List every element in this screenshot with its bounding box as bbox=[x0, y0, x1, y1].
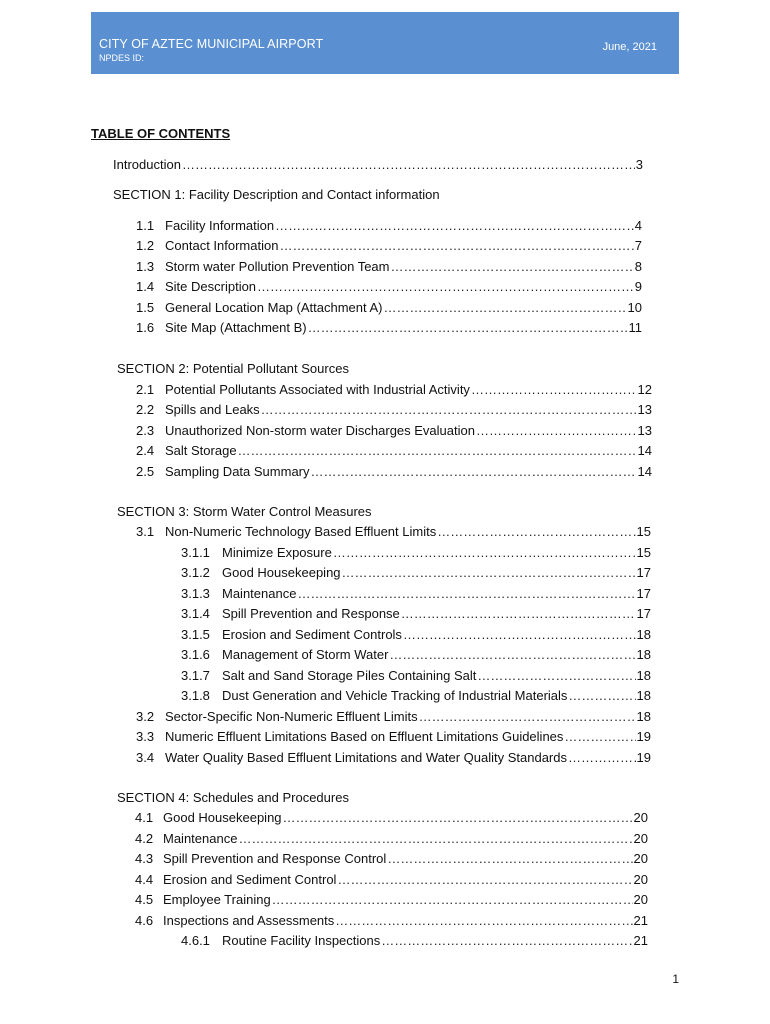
toc-entry-1-2[interactable] bbox=[136, 238, 642, 254]
toc-entry-number: 3.1.8 bbox=[181, 688, 210, 703]
toc-entry-page: 19 bbox=[636, 729, 651, 744]
toc-leader-dots bbox=[390, 259, 633, 275]
toc-entry-page: 13 bbox=[637, 402, 652, 417]
toc-entry-page: 20 bbox=[633, 810, 648, 825]
toc-section-3[interactable]: SECTION 3: Storm Water Control Measures bbox=[117, 504, 372, 519]
toc-entry-number: 3.1.1 bbox=[181, 545, 210, 560]
toc-entry-2-5[interactable] bbox=[136, 464, 652, 480]
toc-leader-dots bbox=[387, 851, 632, 867]
toc-entry-3-3[interactable] bbox=[136, 729, 651, 745]
toc-entry-page: 20 bbox=[633, 892, 648, 907]
toc-leader-dots bbox=[471, 382, 637, 398]
toc-section-4[interactable]: SECTION 4: Schedules and Procedures bbox=[117, 790, 349, 805]
toc-entry-label: Spills and Leaks bbox=[165, 402, 260, 417]
toc-entry-3-1[interactable] bbox=[136, 524, 651, 540]
toc-entry-label: Sector-Specific Non-Numeric Effluent Limits bbox=[165, 709, 418, 724]
toc-entry-number: 2.1 bbox=[136, 382, 155, 397]
toc-leader-dots bbox=[476, 423, 637, 439]
toc-entry-page: 18 bbox=[636, 627, 651, 642]
toc-entry-page: 7 bbox=[634, 238, 642, 253]
toc-entry-page: 20 bbox=[633, 872, 648, 887]
toc-entry-label: Salt and Sand Storage Piles Containing Salt bbox=[222, 668, 477, 683]
toc-entry-number: 1.2 bbox=[136, 238, 155, 253]
toc-entry-page: 9 bbox=[634, 279, 642, 294]
toc-entry-3-1-1[interactable] bbox=[181, 545, 651, 561]
toc-entry-number: 1.1 bbox=[136, 218, 155, 233]
toc-leader-dots bbox=[261, 402, 637, 418]
toc-entry-3-1-7[interactable] bbox=[181, 668, 651, 684]
toc-entry-number: 4.6 bbox=[135, 913, 154, 928]
toc-leader-dots bbox=[403, 627, 636, 643]
toc-section-2[interactable]: SECTION 2: Potential Pollutant Sources bbox=[117, 361, 349, 376]
toc-entry-page: 17 bbox=[636, 565, 651, 580]
toc-leader-dots bbox=[477, 668, 635, 684]
toc-entry-3-1-4[interactable] bbox=[181, 606, 651, 622]
toc-leader-dots bbox=[238, 831, 632, 847]
page-number: 1 bbox=[672, 972, 679, 986]
toc-entry-1-1[interactable] bbox=[136, 218, 642, 234]
toc-leader-dots bbox=[342, 565, 636, 581]
toc-entry-number: 4.5 bbox=[135, 892, 154, 907]
toc-entry-4-4[interactable] bbox=[135, 872, 648, 888]
toc-leader-dots bbox=[384, 300, 627, 316]
toc-entry-number: 3.1.7 bbox=[181, 668, 210, 683]
toc-entry-introduction[interactable] bbox=[113, 157, 643, 173]
toc-entry-label: Good Housekeeping bbox=[163, 810, 282, 825]
toc-entry-number: 1.3 bbox=[136, 259, 155, 274]
toc-leader-dots bbox=[283, 810, 633, 826]
toc-entry-4-2[interactable] bbox=[135, 831, 648, 847]
toc-entry-2-3[interactable] bbox=[136, 423, 652, 439]
toc-entry-3-4[interactable] bbox=[136, 750, 651, 766]
toc-entry-label: Salt Storage bbox=[165, 443, 237, 458]
toc-entry-number: 3.2 bbox=[136, 709, 155, 724]
toc-entry-label: Spill Prevention and Response bbox=[222, 606, 400, 621]
toc-entry-page: 20 bbox=[633, 831, 648, 846]
toc-entry-page: 14 bbox=[637, 464, 652, 479]
toc-leader-dots bbox=[401, 606, 636, 622]
toc-entry-label: Numeric Effluent Limitations Based on Effluent Limitations Guidelines bbox=[165, 729, 564, 744]
toc-leader-dots bbox=[389, 647, 635, 663]
toc-leader-dots bbox=[333, 545, 636, 561]
toc-entry-page: 15 bbox=[636, 524, 651, 539]
toc-entry-page: 20 bbox=[633, 851, 648, 866]
toc-entry-label: Contact Information bbox=[165, 238, 279, 253]
toc-entry-2-2[interactable] bbox=[136, 402, 652, 418]
toc-entry-1-4[interactable] bbox=[136, 279, 642, 295]
toc-entry-page: 18 bbox=[636, 688, 651, 703]
toc-entry-page: 3 bbox=[635, 157, 643, 172]
toc-entry-number: 3.1.6 bbox=[181, 647, 210, 662]
toc-entry-page: 15 bbox=[636, 545, 651, 560]
toc-section-1[interactable]: SECTION 1: Facility Description and Contact information bbox=[113, 187, 440, 202]
toc-entry-number: 3.1.3 bbox=[181, 586, 210, 601]
toc-entry-label: Erosion and Sediment Controls bbox=[222, 627, 402, 642]
toc-entry-page: 12 bbox=[637, 382, 652, 397]
toc-entry-page: 10 bbox=[627, 300, 642, 315]
toc-entry-label: Introduction bbox=[113, 157, 181, 172]
toc-entry-number: 2.3 bbox=[136, 423, 155, 438]
toc-entry-label: Storm water Pollution Prevention Team bbox=[165, 259, 390, 274]
toc-entry-label: Unauthorized Non-storm water Discharges Evaluation bbox=[165, 423, 475, 438]
toc-entry-number: 1.5 bbox=[136, 300, 155, 315]
toc-leader-dots bbox=[568, 688, 635, 704]
toc-entry-label: Management of Storm Water bbox=[222, 647, 389, 662]
toc-leader-dots bbox=[419, 709, 636, 725]
toc-entry-number: 4.4 bbox=[135, 872, 154, 887]
toc-entry-4-6-1[interactable] bbox=[181, 933, 648, 949]
toc-entry-number: 3.3 bbox=[136, 729, 155, 744]
toc-entry-page: 8 bbox=[634, 259, 642, 274]
toc-leader-dots bbox=[337, 872, 632, 888]
toc-leader-dots bbox=[182, 157, 635, 173]
toc-leader-dots bbox=[311, 464, 637, 480]
toc-entry-page: 14 bbox=[637, 443, 652, 458]
toc-leader-dots bbox=[297, 586, 635, 602]
toc-entry-number: 1.6 bbox=[136, 320, 155, 335]
toc-entry-page: 4 bbox=[634, 218, 642, 233]
toc-entry-number: 3.1.5 bbox=[181, 627, 210, 642]
toc-entry-label: Dust Generation and Vehicle Tracking of Industrial Materials bbox=[222, 688, 568, 703]
toc-entry-page: 17 bbox=[636, 606, 651, 621]
toc-leader-dots bbox=[275, 218, 634, 234]
toc-entry-label: Non-Numeric Technology Based Effluent Limits bbox=[165, 524, 437, 539]
toc-entry-4-6[interactable] bbox=[135, 913, 648, 929]
toc-entry-label: Maintenance bbox=[163, 831, 238, 846]
toc-entry-page: 18 bbox=[636, 709, 651, 724]
toc-entry-number: 1.4 bbox=[136, 279, 155, 294]
toc-entry-3-1-3[interactable] bbox=[181, 586, 651, 602]
toc-leader-dots bbox=[257, 279, 634, 295]
toc-entry-label: Erosion and Sediment Control bbox=[163, 872, 337, 887]
toc-entry-label: Spill Prevention and Response Control bbox=[163, 851, 387, 866]
toc-leader-dots bbox=[272, 892, 633, 908]
toc-entry-page: 17 bbox=[636, 586, 651, 601]
toc-entry-label: Minimize Exposure bbox=[222, 545, 332, 560]
toc-entry-page: 11 bbox=[628, 320, 642, 335]
toc-entry-number: 4.1 bbox=[135, 810, 154, 825]
toc-entry-number: 3.1 bbox=[136, 524, 155, 539]
toc-entry-3-2[interactable] bbox=[136, 709, 651, 725]
toc-entry-page: 21 bbox=[633, 913, 648, 928]
toc-entry-4-3[interactable] bbox=[135, 851, 648, 867]
toc-entry-label: Site Description bbox=[165, 279, 257, 294]
airport-name: CITY OF AZTEC MUNICIPAL AIRPORT bbox=[99, 37, 324, 51]
toc-leader-dots bbox=[308, 320, 628, 336]
toc-heading: TABLE OF CONTENTS bbox=[91, 126, 231, 141]
header-banner bbox=[91, 12, 679, 74]
toc-leader-dots bbox=[381, 933, 632, 949]
document-date: June, 2021 bbox=[602, 41, 657, 53]
toc-leader-dots bbox=[564, 729, 635, 745]
toc-entry-label: Good Housekeeping bbox=[222, 565, 341, 580]
toc-entry-label: General Location Map (Attachment A) bbox=[165, 300, 383, 315]
toc-entry-number: 4.3 bbox=[135, 851, 154, 866]
toc-entry-4-1[interactable] bbox=[135, 810, 648, 826]
toc-entry-label: Facility Information bbox=[165, 218, 275, 233]
toc-entry-number: 3.4 bbox=[136, 750, 155, 765]
toc-entry-page: 18 bbox=[636, 647, 651, 662]
toc-entry-page: 13 bbox=[637, 423, 652, 438]
toc-entry-label: Employee Training bbox=[163, 892, 271, 907]
toc-entry-number: 2.4 bbox=[136, 443, 155, 458]
toc-leader-dots bbox=[437, 524, 635, 540]
toc-entry-page: 21 bbox=[633, 933, 648, 948]
toc-entry-1-5[interactable] bbox=[136, 300, 642, 316]
toc-entry-label: Routine Facility Inspections bbox=[222, 933, 381, 948]
toc-entry-page: 19 bbox=[636, 750, 651, 765]
toc-entry-page: 18 bbox=[636, 668, 651, 683]
toc-entry-label: Inspections and Assessments bbox=[163, 913, 335, 928]
toc-leader-dots bbox=[568, 750, 636, 766]
toc-entry-2-1[interactable] bbox=[136, 382, 652, 398]
toc-entry-4-5[interactable] bbox=[135, 892, 648, 908]
toc-entry-2-4[interactable] bbox=[136, 443, 652, 459]
toc-entry-label: Maintenance bbox=[222, 586, 297, 601]
toc-entry-1-3[interactable] bbox=[136, 259, 642, 275]
toc-entry-number: 4.6.1 bbox=[181, 933, 210, 948]
toc-entry-number: 3.1.4 bbox=[181, 606, 210, 621]
toc-entry-number: 2.5 bbox=[136, 464, 155, 479]
toc-entry-label: Sampling Data Summary bbox=[165, 464, 310, 479]
toc-entry-3-1-2[interactable] bbox=[181, 565, 651, 581]
toc-leader-dots bbox=[279, 238, 633, 254]
npdes-id-label: NPDES ID: bbox=[99, 53, 145, 63]
toc-entry-3-1-5[interactable] bbox=[181, 627, 651, 643]
toc-leader-dots bbox=[335, 913, 632, 929]
toc-entry-1-6[interactable] bbox=[136, 320, 642, 336]
toc-entry-label: Potential Pollutants Associated with Industrial Activity bbox=[165, 382, 470, 397]
toc-leader-dots bbox=[238, 443, 637, 459]
toc-entry-number: 3.1.2 bbox=[181, 565, 210, 580]
toc-entry-3-1-8[interactable] bbox=[181, 688, 651, 704]
toc-entry-number: 4.2 bbox=[135, 831, 154, 846]
toc-entry-label: Site Map (Attachment B) bbox=[165, 320, 307, 335]
toc-entry-3-1-6[interactable] bbox=[181, 647, 651, 663]
toc-entry-number: 2.2 bbox=[136, 402, 155, 417]
toc-entry-label: Water Quality Based Effluent Limitations and Water Quality Standards bbox=[165, 750, 567, 765]
